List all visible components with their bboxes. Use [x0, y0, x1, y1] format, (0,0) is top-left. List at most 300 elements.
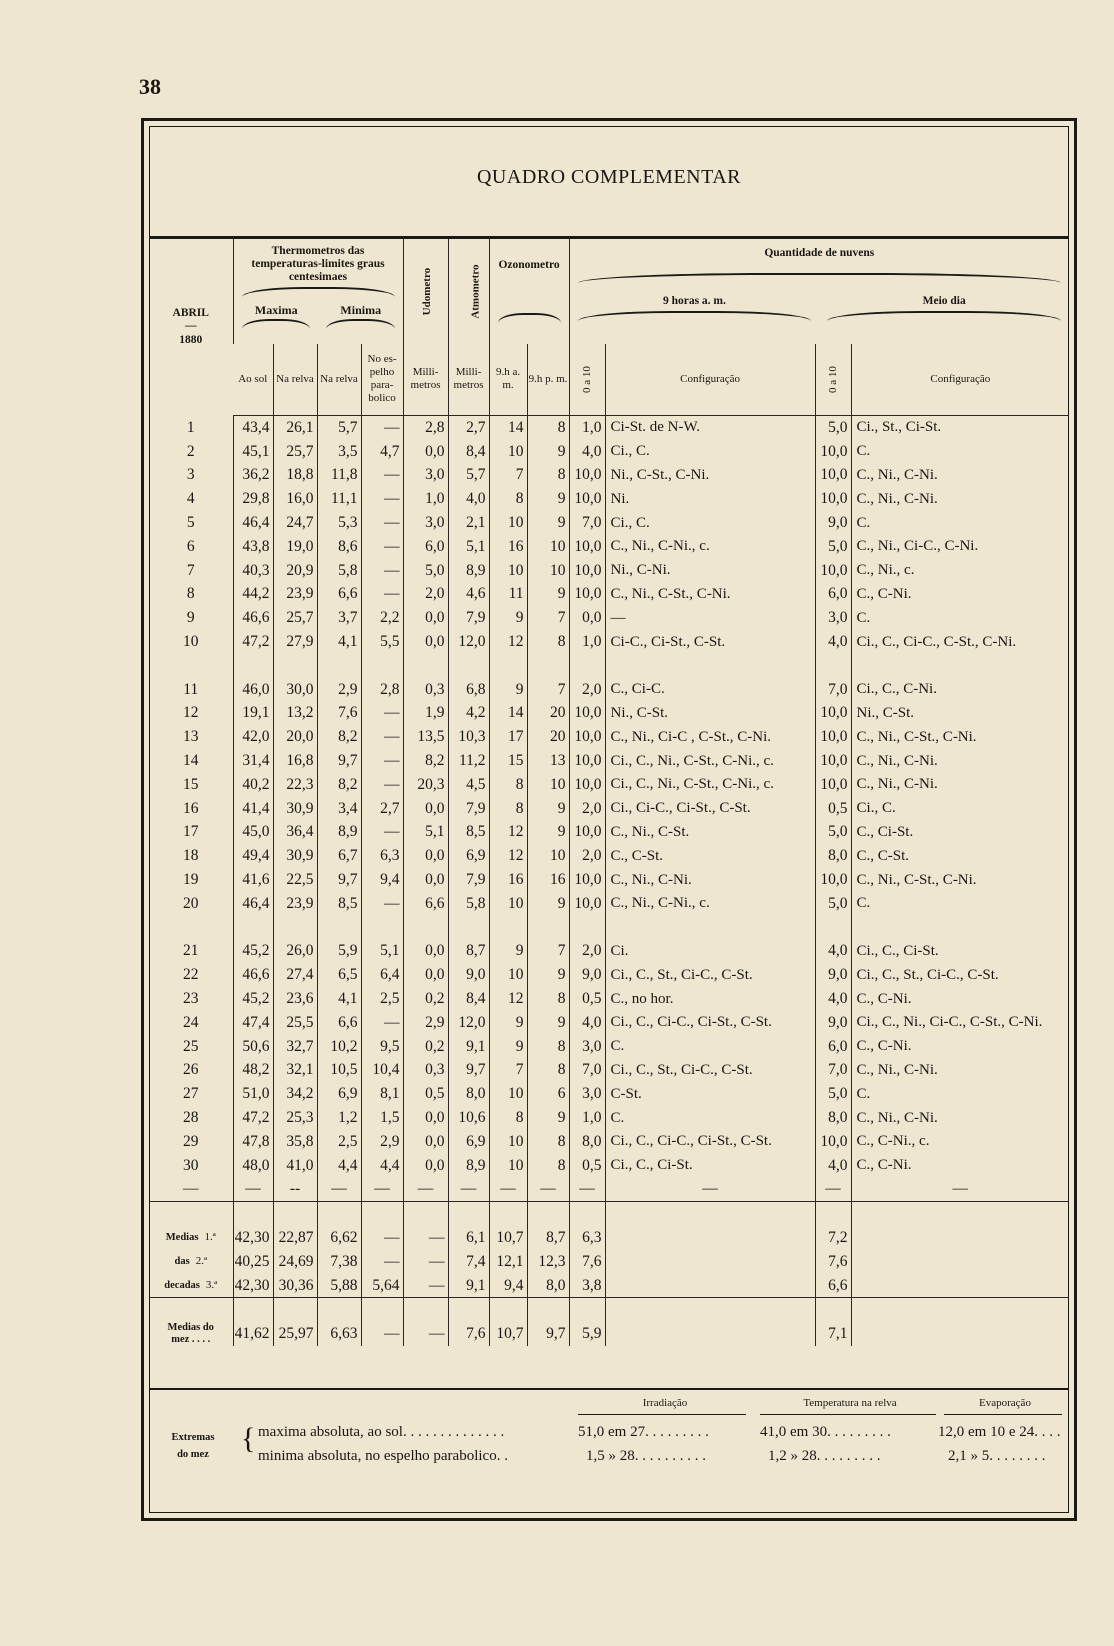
na-relva-min-cell: 9,7 — [317, 749, 361, 773]
day-cell: 11 — [183, 680, 199, 698]
atmometro-cell: 10,6 — [448, 1106, 489, 1130]
na-relva-max-cell: 25,7 — [273, 606, 317, 630]
separator-cell — [527, 1298, 569, 1322]
temp-relva-line — [760, 1414, 936, 1415]
spacer-cell — [815, 916, 851, 940]
separator-row — [149, 1202, 1069, 1226]
nuvens-meio-dia-cell: 5,0 — [815, 535, 851, 559]
abril-header — [149, 238, 233, 416]
spacer-cell — [527, 654, 569, 678]
no-espelho-cell: — — [361, 583, 403, 607]
table-row — [149, 511, 1069, 535]
no-espelho-cell: 10,4 — [361, 1059, 403, 1083]
table-row — [149, 464, 1069, 488]
media-decada-value: 30,36 — [273, 1274, 317, 1298]
nuvens-9h-cell: 2,0 — [569, 844, 605, 868]
no-espelho-cell: — — [361, 892, 403, 916]
atmometro-cell: 9,7 — [448, 1059, 489, 1083]
media-decada-value: 9,1 — [448, 1274, 489, 1298]
oz-am-cell: 9 — [489, 678, 527, 702]
table-row — [149, 583, 1069, 607]
ao-sol-cell: 46,4 — [233, 892, 273, 916]
table-row — [149, 678, 1069, 702]
udometro-cell: 0,0 — [403, 963, 448, 987]
udometro-cell: 0,0 — [403, 606, 448, 630]
media-decada-value: 6,1 — [448, 1226, 489, 1250]
media-mez-value: 25,97 — [273, 1322, 317, 1346]
no-espelho-cell: — — [361, 464, 403, 488]
atmometro-cell: 8,9 — [448, 559, 489, 583]
config-meio-dia-cell: Ci., C. — [851, 797, 1069, 821]
day-cell: 9 — [186, 609, 195, 627]
media-decada-value: 24,69 — [273, 1250, 317, 1274]
atmometro-cell: 12,0 — [448, 1011, 489, 1035]
media-empty-cell — [605, 1274, 815, 1298]
nuvens-meio-dia-cell: 5,0 — [815, 416, 851, 440]
day-cell: 15 — [183, 775, 199, 793]
oz-pm-cell: 7 — [527, 940, 569, 964]
nuvens-9h-cell: 10,0 — [569, 535, 605, 559]
media-decada-value: 12,1 — [489, 1250, 527, 1274]
config-9h-cell: Ni., C-Ni. — [605, 559, 815, 583]
separator-cell — [489, 1202, 527, 1226]
dash-cell: — — [815, 1178, 851, 1202]
na-relva-min-cell: 6,9 — [317, 1082, 361, 1106]
oz-pm-cell: 8 — [527, 1130, 569, 1154]
config-9h-cell: C., Ni., C-St. — [605, 821, 815, 845]
na-relva-min-cell: 5,9 — [317, 940, 361, 964]
oz-pm-cell: 8 — [527, 1059, 569, 1083]
table-row — [149, 892, 1069, 916]
oz-pm-cell: 7 — [527, 678, 569, 702]
irradiacao-header: Irradiação — [642, 1397, 688, 1409]
nuvens-meio-dia-cell: 4,0 — [815, 1154, 851, 1178]
config-meio-dia-cell: C. — [851, 892, 1069, 916]
na-relva-min-header: Na relva — [317, 344, 361, 416]
udometro-cell: 20,3 — [403, 773, 448, 797]
atmometro-cell: 8,4 — [448, 440, 489, 464]
config-9h-cell: Ni., C-St., C-Ni. — [605, 464, 815, 488]
media-decada-value: 12,3 — [527, 1250, 569, 1274]
no-espelho-cell: 2,2 — [361, 606, 403, 630]
na-relva-min-cell: 2,5 — [317, 1130, 361, 1154]
media-mez-value: 9,7 — [527, 1322, 569, 1346]
nuvens-meio-dia-cell: 5,0 — [815, 821, 851, 845]
oz-am-cell: 7 — [489, 464, 527, 488]
separator-cell — [361, 1202, 403, 1226]
separator-cell — [815, 1202, 851, 1226]
medias-decada-label — [149, 1274, 233, 1298]
separator-cell — [851, 1298, 1069, 1322]
no-espelho-cell: 2,7 — [361, 797, 403, 821]
oz-am-cell: 9 — [489, 1035, 527, 1059]
media-decada-value: — — [361, 1250, 403, 1274]
nuvens-meio-dia-cell: 0,5 — [815, 797, 851, 821]
separator-cell — [233, 1298, 273, 1322]
nuvens-9h-cell: 0,5 — [569, 1154, 605, 1178]
config-meio-dia-cell: Ci., St., Ci-St. — [851, 416, 1069, 440]
config-meio-dia-cell: Ci., C., Ci-C., C-St., C-Ni. — [851, 630, 1069, 654]
media-decada-value: 10,7 — [489, 1226, 527, 1250]
ozonometro-header: Ozonometro — [489, 238, 569, 344]
table-row — [149, 773, 1069, 797]
configuracao-1-header: Configuração — [605, 344, 815, 416]
spacer-cell — [851, 654, 1069, 678]
udometro-cell: 3,0 — [403, 511, 448, 535]
spacer-cell — [233, 916, 273, 940]
day-cell: 24 — [183, 1013, 199, 1031]
atmometro-cell: 6,8 — [448, 678, 489, 702]
nuvens-meio-dia-cell: 10,0 — [815, 749, 851, 773]
day-cell: 17 — [183, 823, 199, 841]
no-espelho-cell: 4,7 — [361, 440, 403, 464]
config-9h-cell: C-St. — [605, 1082, 815, 1106]
atmometro-cell: 2,7 — [448, 416, 489, 440]
oz-am-cell: 8 — [489, 797, 527, 821]
nuvens-9h-cell: 0,0 — [569, 606, 605, 630]
ao-sol-header: Ao sol — [233, 344, 273, 416]
day-cell: 1 — [186, 418, 195, 436]
separator-cell — [361, 1298, 403, 1322]
media-decada-value: 7,4 — [448, 1250, 489, 1274]
config-meio-dia-cell: C., C-Ni. — [851, 1154, 1069, 1178]
nuvens-9h-cell: 10,0 — [569, 821, 605, 845]
na-relva-min-cell: 1,2 — [317, 1106, 361, 1130]
min-temp-relva: 1,2 » 28. . . . . . . . . — [768, 1448, 881, 1464]
atmometro-cell: 4,2 — [448, 702, 489, 726]
atmometro-cell: 11,2 — [448, 749, 489, 773]
ao-sol-cell: 51,0 — [233, 1082, 273, 1106]
atmometro-cell: 5,8 — [448, 892, 489, 916]
spacer-cell — [489, 916, 527, 940]
oz-pm-cell: 9 — [527, 963, 569, 987]
na-relva-max-cell: 35,8 — [273, 1130, 317, 1154]
config-meio-dia-cell: C., Ci-St. — [851, 821, 1069, 845]
oz-pm-cell: 8 — [527, 1035, 569, 1059]
config-meio-dia-cell: C. — [851, 1082, 1069, 1106]
evaporacao-line — [944, 1414, 1062, 1415]
minima-brace — [326, 319, 395, 329]
nuvens-meio-dia-cell: 10,0 — [815, 868, 851, 892]
nuvens-9h-cell: 9,0 — [569, 963, 605, 987]
medias-mez-label: Medias do mez . . . . — [167, 1322, 214, 1346]
atmometro-cell: 9,1 — [448, 1035, 489, 1059]
config-meio-dia-cell: C., C-Ni. — [851, 987, 1069, 1011]
na-relva-min-cell: 6,6 — [317, 1011, 361, 1035]
udometro-unit-header: Milli-metros — [403, 344, 448, 416]
udometro-cell: 0,0 — [403, 844, 448, 868]
udometro-cell: 0,0 — [403, 630, 448, 654]
nuvens-9h-cell: 10,0 — [569, 487, 605, 511]
day-cell: 10 — [183, 633, 199, 651]
spacer-cell — [149, 654, 233, 678]
udometro-cell: 0,3 — [403, 1059, 448, 1083]
config-meio-dia-cell: C., Ni., C-Ni. — [851, 773, 1069, 797]
no-espelho-cell: 5,1 — [361, 940, 403, 964]
max-evaporacao: 12,0 em 10 e 24. . . . — [938, 1424, 1061, 1440]
minima-absoluta-label: minima absoluta, no espelho parabolico. . — [258, 1448, 508, 1464]
na-relva-min-cell: 2,9 — [317, 678, 361, 702]
atmometro-cell: 8,4 — [448, 987, 489, 1011]
na-relva-max-cell: 22,5 — [273, 868, 317, 892]
table-row — [149, 630, 1069, 654]
oz-pm-cell: 6 — [527, 1082, 569, 1106]
ao-sol-cell: 48,0 — [233, 1154, 273, 1178]
na-relva-max-cell: 36,4 — [273, 821, 317, 845]
oz-am-cell: 9 — [489, 606, 527, 630]
spacer-cell — [448, 916, 489, 940]
media-decada-value: 8,0 — [527, 1274, 569, 1298]
extremas-brace: { — [241, 1422, 256, 1455]
na-relva-max-cell: 16,0 — [273, 487, 317, 511]
thermo-brace — [242, 287, 395, 297]
atmometro-cell: 6,9 — [448, 844, 489, 868]
atmometro-cell: 12,0 — [448, 630, 489, 654]
nuvens-9h-cell: 4,0 — [569, 1011, 605, 1035]
no-espelho-cell: 2,8 — [361, 678, 403, 702]
config-9h-cell: Ci., C., Ci-C., Ci-St., C-St. — [605, 1130, 815, 1154]
no-espelho-cell: — — [361, 487, 403, 511]
dash-cell: — — [361, 1178, 403, 1202]
oz-am-cell: 10 — [489, 963, 527, 987]
config-meio-dia-cell: C. — [851, 606, 1069, 630]
ao-sol-cell: 45,2 — [233, 940, 273, 964]
spacer-cell — [851, 916, 1069, 940]
ao-sol-cell: 41,4 — [233, 797, 273, 821]
decada-number: 2.ª — [195, 1255, 207, 1268]
nuvens-9h-cell: 1,0 — [569, 416, 605, 440]
config-meio-dia-cell: C., Ni., C-St., C-Ni. — [851, 725, 1069, 749]
no-espelho-header: No es-pelho para-bolico — [361, 344, 403, 416]
separator-cell — [527, 1202, 569, 1226]
na-relva-max-cell: 20,0 — [273, 725, 317, 749]
udometro-cell: 0,2 — [403, 987, 448, 1011]
oz-am-cell: 10 — [489, 559, 527, 583]
na-relva-min-cell: 3,5 — [317, 440, 361, 464]
abril-dash: — — [185, 320, 197, 333]
na-relva-min-cell: 11,1 — [317, 487, 361, 511]
ao-sol-cell: 43,8 — [233, 535, 273, 559]
media-decada-value: — — [403, 1226, 448, 1250]
medias-decada-row — [149, 1250, 1069, 1274]
table-row — [149, 1059, 1069, 1083]
media-decada-value: 6,3 — [569, 1226, 605, 1250]
ao-sol-cell: 46,6 — [233, 963, 273, 987]
na-relva-max-cell: 20,9 — [273, 559, 317, 583]
na-relva-max-cell: 19,0 — [273, 535, 317, 559]
spacer-cell — [317, 654, 361, 678]
day-cell: 13 — [183, 728, 199, 746]
separator-cell — [273, 1202, 317, 1226]
nuvens-meio-dia-cell: 9,0 — [815, 963, 851, 987]
config-9h-cell: C., Ni., C-Ni., c. — [605, 535, 815, 559]
day-cell: 21 — [183, 942, 199, 960]
no-espelho-cell: — — [361, 773, 403, 797]
media-empty-cell — [605, 1250, 815, 1274]
udometro-cell: 1,9 — [403, 702, 448, 726]
atmometro-cell: 9,0 — [448, 963, 489, 987]
media-decada-value: 5,64 — [361, 1274, 403, 1298]
media-empty-cell — [851, 1274, 1069, 1298]
separator-cell — [317, 1202, 361, 1226]
config-9h-cell: Ci., C., Ni., C-St., C-Ni., c. — [605, 773, 815, 797]
na-relva-max-cell: 18,8 — [273, 464, 317, 488]
nuvens-9h-cell: 10,0 — [569, 725, 605, 749]
day-cell: 8 — [186, 585, 195, 603]
udometro-cell: 6,0 — [403, 535, 448, 559]
temp-relva-header: Temperatura na relva — [803, 1397, 897, 1409]
ao-sol-cell: 29,8 — [233, 487, 273, 511]
udometro-cell: 0,0 — [403, 868, 448, 892]
ao-sol-cell: 42,0 — [233, 725, 273, 749]
medias-label-line: Medias — [165, 1232, 199, 1244]
nuvens-9h-cell: 10,0 — [569, 702, 605, 726]
year-label: 1880 — [179, 334, 203, 347]
oz-pm-cell: 8 — [527, 630, 569, 654]
oz-pm-cell: 8 — [527, 1154, 569, 1178]
spacer-row — [149, 654, 1069, 678]
nuvens-label: Quantidade de nuvens — [764, 247, 875, 259]
spacer-cell — [448, 654, 489, 678]
separator-cell — [149, 1298, 233, 1322]
medias-decada-label — [149, 1226, 233, 1250]
separator-cell — [233, 1202, 273, 1226]
na-relva-max-cell: 26,0 — [273, 940, 317, 964]
na-relva-min-cell: 10,2 — [317, 1035, 361, 1059]
nuvens-9h-cell: 0,5 — [569, 987, 605, 1011]
nuvens-meio-dia-cell: 4,0 — [815, 630, 851, 654]
medias-mez-row — [149, 1322, 1069, 1346]
config-9h-cell: Ci., C., St., Ci-C., C-St. — [605, 1059, 815, 1083]
udometro-cell: 13,5 — [403, 725, 448, 749]
dash-cell: — — [569, 1178, 605, 1202]
config-9h-cell: Ci., C., Ci-C., Ci-St., C-St. — [605, 1011, 815, 1035]
table-row — [149, 1106, 1069, 1130]
min-evaporacao: 2,1 » 5. . . . . . . . — [948, 1448, 1046, 1464]
na-relva-max-cell: 13,2 — [273, 702, 317, 726]
table-row — [149, 1035, 1069, 1059]
nuvens-meio-dia-cell: 10,0 — [815, 725, 851, 749]
media-decada-value: 22,87 — [273, 1226, 317, 1250]
day-cell: 27 — [183, 1085, 199, 1103]
nuvens-meio-dia-cell: 10,0 — [815, 773, 851, 797]
na-relva-min-cell: 6,7 — [317, 844, 361, 868]
nuvens-meio-dia-cell: 10,0 — [815, 702, 851, 726]
config-meio-dia-cell: C., Ni., c. — [851, 559, 1069, 583]
media-decada-value: 8,7 — [527, 1226, 569, 1250]
oz-pm-cell: 9 — [527, 583, 569, 607]
oz-am-cell: 10 — [489, 1130, 527, 1154]
oz-am-cell: 8 — [489, 773, 527, 797]
nuvens-9h-cell: 2,0 — [569, 797, 605, 821]
udometro-cell: 0,0 — [403, 1106, 448, 1130]
no-espelho-cell: 5,5 — [361, 630, 403, 654]
na-relva-min-cell: 4,1 — [317, 987, 361, 1011]
media-decada-value: 5,88 — [317, 1274, 361, 1298]
na-relva-min-cell: 3,4 — [317, 797, 361, 821]
dash-cell: — — [448, 1178, 489, 1202]
no-espelho-cell: 6,4 — [361, 963, 403, 987]
ao-sol-cell: 47,2 — [233, 630, 273, 654]
nuvens-meio-dia-cell: 9,0 — [815, 511, 851, 535]
media-decada-value: 7,38 — [317, 1250, 361, 1274]
oz-pm-cell: 8 — [527, 464, 569, 488]
oz-pm-cell: 10 — [527, 844, 569, 868]
na-relva-min-cell: 11,8 — [317, 464, 361, 488]
decada-number: 3.ª — [205, 1279, 218, 1292]
nuvens-9h-cell: 3,0 — [569, 1035, 605, 1059]
media-decada-value: — — [403, 1274, 448, 1298]
udometro-cell: 0,2 — [403, 1035, 448, 1059]
oz-pm-cell: 9 — [527, 511, 569, 535]
nuvens-meio-dia-cell: 10,0 — [815, 440, 851, 464]
dash-cell: — — [489, 1178, 527, 1202]
table-row — [149, 440, 1069, 464]
table-row — [149, 606, 1069, 630]
na-relva-min-cell: 5,8 — [317, 559, 361, 583]
config-meio-dia-cell: C., Ni., C-Ni. — [851, 464, 1069, 488]
config-9h-cell: Ci., C., Ci-St. — [605, 1154, 815, 1178]
media-mez-value: 6,63 — [317, 1322, 361, 1346]
config-meio-dia-cell: C., Ni., C-Ni. — [851, 1106, 1069, 1130]
config-9h-cell: Ci., C. — [605, 440, 815, 464]
na-relva-max-cell: 23,6 — [273, 987, 317, 1011]
na-relva-min-cell: 6,6 — [317, 583, 361, 607]
media-empty-cell — [605, 1226, 815, 1250]
oz-pm-cell: 10 — [527, 773, 569, 797]
config-meio-dia-cell: C., Ni., C-Ni. — [851, 487, 1069, 511]
config-meio-dia-cell: C., Ni., C-Ni. — [851, 749, 1069, 773]
day-cell: 5 — [186, 514, 195, 532]
no-espelho-cell: 2,5 — [361, 987, 403, 1011]
table-row — [149, 844, 1069, 868]
atmometro-cell: 8,7 — [448, 940, 489, 964]
medias-decada-row — [149, 1226, 1069, 1250]
table-title: QUADRO COMPLEMENTAR — [476, 166, 742, 188]
separator-cell — [403, 1202, 448, 1226]
no-espelho-cell: 6,3 — [361, 844, 403, 868]
media-mez-value: — — [361, 1322, 403, 1346]
table-row — [149, 702, 1069, 726]
ao-sol-cell: 36,2 — [233, 464, 273, 488]
media-mez-value: 41,62 — [233, 1322, 273, 1346]
nuvens-meio-dia-cell: 5,0 — [815, 892, 851, 916]
config-9h-cell: Ci., Ci-C., Ci-St., C-St. — [605, 797, 815, 821]
na-relva-min-cell: 8,2 — [317, 725, 361, 749]
day-cell: 28 — [183, 1109, 199, 1126]
oz-pm-header: 9.h p. m. — [527, 344, 569, 416]
spacer-cell — [273, 916, 317, 940]
separator-cell — [569, 1202, 605, 1226]
na-relva-max-cell: 32,7 — [273, 1035, 317, 1059]
dash-cell: — — [403, 1178, 448, 1202]
nove-horas-label: 9 horas a. m. — [662, 294, 726, 307]
nuvens-9h-cell: 2,0 — [569, 940, 605, 964]
udometro-cell: 0,3 — [403, 678, 448, 702]
atmometro-cell: 4,6 — [448, 583, 489, 607]
ao-sol-cell: 46,0 — [233, 678, 273, 702]
configuracao-2-header: Configuração — [851, 344, 1069, 416]
nuvens-9h-cell: 4,0 — [569, 440, 605, 464]
separator-cell — [605, 1298, 815, 1322]
spacer-row — [149, 916, 1069, 940]
na-relva-min-cell: 8,6 — [317, 535, 361, 559]
no-espelho-cell: — — [361, 725, 403, 749]
table-row — [149, 963, 1069, 987]
media-empty-cell — [851, 1250, 1069, 1274]
oz-pm-cell: 9 — [527, 892, 569, 916]
oz-pm-cell: 9 — [527, 1106, 569, 1130]
